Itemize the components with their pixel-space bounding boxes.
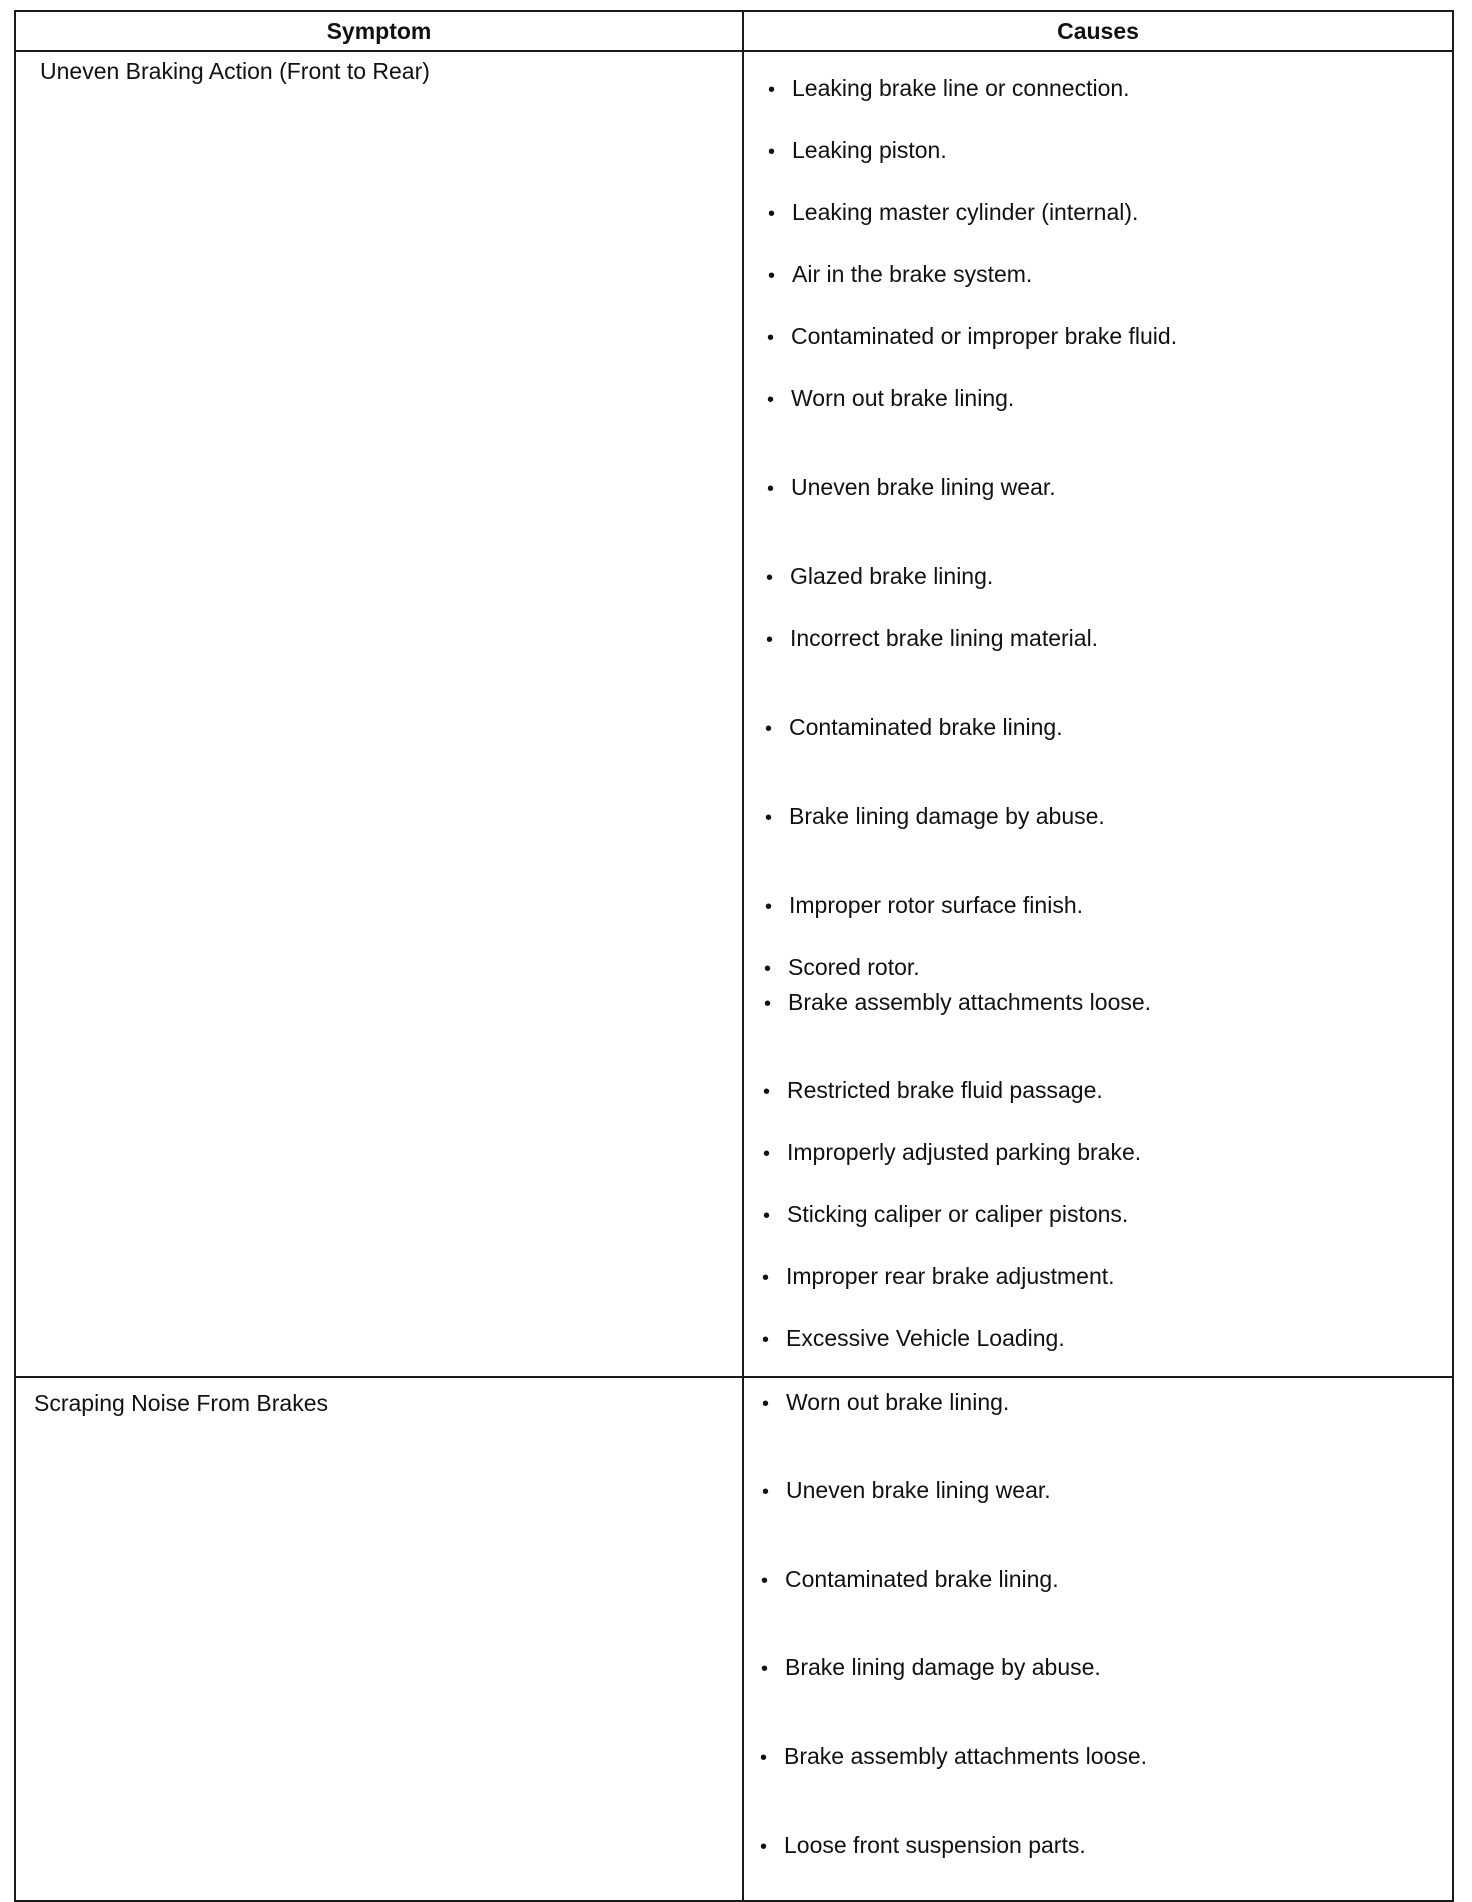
bullet-icon: • — [762, 1393, 770, 1415]
bullet-icon: • — [768, 79, 776, 101]
cause-text: Scored rotor. — [788, 954, 920, 980]
cause-item — [762, 1388, 1009, 1418]
cause-text: Air in the brake system. — [792, 261, 1033, 287]
symptom-column-header: Symptom — [326, 17, 432, 44]
cause-text: Improperly adjusted parking brake. — [787, 1139, 1142, 1165]
cause-text: Improper rotor surface finish. — [789, 892, 1084, 918]
cause-text: Worn out brake lining. — [791, 385, 1015, 411]
bullet-icon: • — [765, 718, 773, 740]
cause-item — [767, 322, 1177, 352]
cause-item — [767, 473, 1056, 503]
cause-text: Uneven brake lining wear. — [791, 474, 1056, 500]
cause-text: Improper rear brake adjustment. — [786, 1263, 1115, 1289]
cause-text: Worn out brake lining. — [786, 1389, 1010, 1415]
cause-item — [767, 384, 1014, 414]
symptom-cell: Scraping Noise From Brakes — [34, 1390, 328, 1416]
bullet-icon: • — [766, 567, 774, 589]
bullet-icon: • — [765, 896, 773, 918]
cause-text: Leaking brake line or connection. — [792, 75, 1130, 101]
cause-text: Brake lining damage by abuse. — [789, 803, 1105, 829]
cause-item — [765, 802, 1105, 832]
symptom-cell: Uneven Braking Action (Front to Rear) — [40, 58, 430, 84]
bullet-icon: • — [764, 993, 772, 1015]
cause-item — [766, 624, 1098, 654]
row-divider — [16, 1376, 1452, 1378]
bullet-icon: • — [760, 1747, 768, 1769]
cause-item — [761, 1653, 1101, 1683]
cause-item — [762, 1262, 1115, 1292]
cause-text: Leaking piston. — [792, 137, 947, 163]
bullet-icon: • — [767, 389, 775, 411]
cause-item — [768, 136, 947, 166]
cause-text: Glazed brake lining. — [790, 563, 994, 589]
cause-item — [763, 1138, 1141, 1168]
cause-item — [763, 1200, 1128, 1230]
cause-item — [766, 562, 993, 592]
cause-text: Contaminated brake lining. — [785, 1566, 1059, 1592]
cause-item — [768, 74, 1130, 104]
bullet-icon: • — [764, 958, 772, 980]
bullet-icon: • — [762, 1481, 770, 1503]
bullet-icon: • — [766, 629, 774, 651]
bullet-icon: • — [767, 478, 775, 500]
cause-item — [762, 1324, 1065, 1354]
cause-text: Contaminated or improper brake fluid. — [791, 323, 1178, 349]
cause-item — [768, 260, 1032, 290]
cause-item — [761, 1565, 1059, 1595]
cause-text: Contaminated brake lining. — [789, 714, 1063, 740]
bullet-icon: • — [767, 327, 775, 349]
bullet-icon: • — [763, 1081, 771, 1103]
bullet-icon: • — [761, 1658, 769, 1680]
symptom-causes-table — [14, 10, 1454, 1902]
bullet-icon: • — [762, 1267, 770, 1289]
cause-text: Incorrect brake lining material. — [790, 625, 1099, 651]
bullet-icon: • — [765, 807, 773, 829]
cause-text: Brake lining damage by abuse. — [785, 1654, 1101, 1680]
cause-item — [763, 1076, 1103, 1106]
cause-item — [764, 988, 1151, 1018]
cause-text: Uneven brake lining wear. — [786, 1477, 1051, 1503]
cause-item — [768, 198, 1138, 228]
cause-text: Loose front suspension parts. — [784, 1832, 1086, 1858]
bullet-icon: • — [760, 1836, 768, 1858]
bullet-icon: • — [768, 265, 776, 287]
bullet-icon: • — [763, 1205, 771, 1227]
causes-column-header: Causes — [1057, 17, 1139, 44]
cause-text: Restricted brake fluid passage. — [787, 1077, 1103, 1103]
cause-item — [765, 891, 1083, 921]
cause-item — [760, 1831, 1086, 1861]
column-divider — [742, 12, 744, 1900]
bullet-icon: • — [762, 1329, 770, 1351]
cause-text: Sticking caliper or caliper pistons. — [787, 1201, 1129, 1227]
bullet-icon: • — [761, 1570, 769, 1592]
bullet-icon: • — [763, 1143, 771, 1165]
cause-text: Brake assembly attachments loose. — [784, 1743, 1148, 1769]
bullet-icon: • — [768, 203, 776, 225]
cause-text: Leaking master cylinder (internal). — [792, 199, 1139, 225]
cause-text: Excessive Vehicle Loading. — [786, 1325, 1065, 1351]
cause-item — [765, 713, 1063, 743]
cause-item — [760, 1742, 1147, 1772]
cause-text: Brake assembly attachments loose. — [788, 989, 1152, 1015]
bullet-icon: • — [768, 141, 776, 163]
cause-item — [764, 953, 920, 983]
header-divider — [16, 50, 1452, 52]
cause-item — [762, 1476, 1051, 1506]
